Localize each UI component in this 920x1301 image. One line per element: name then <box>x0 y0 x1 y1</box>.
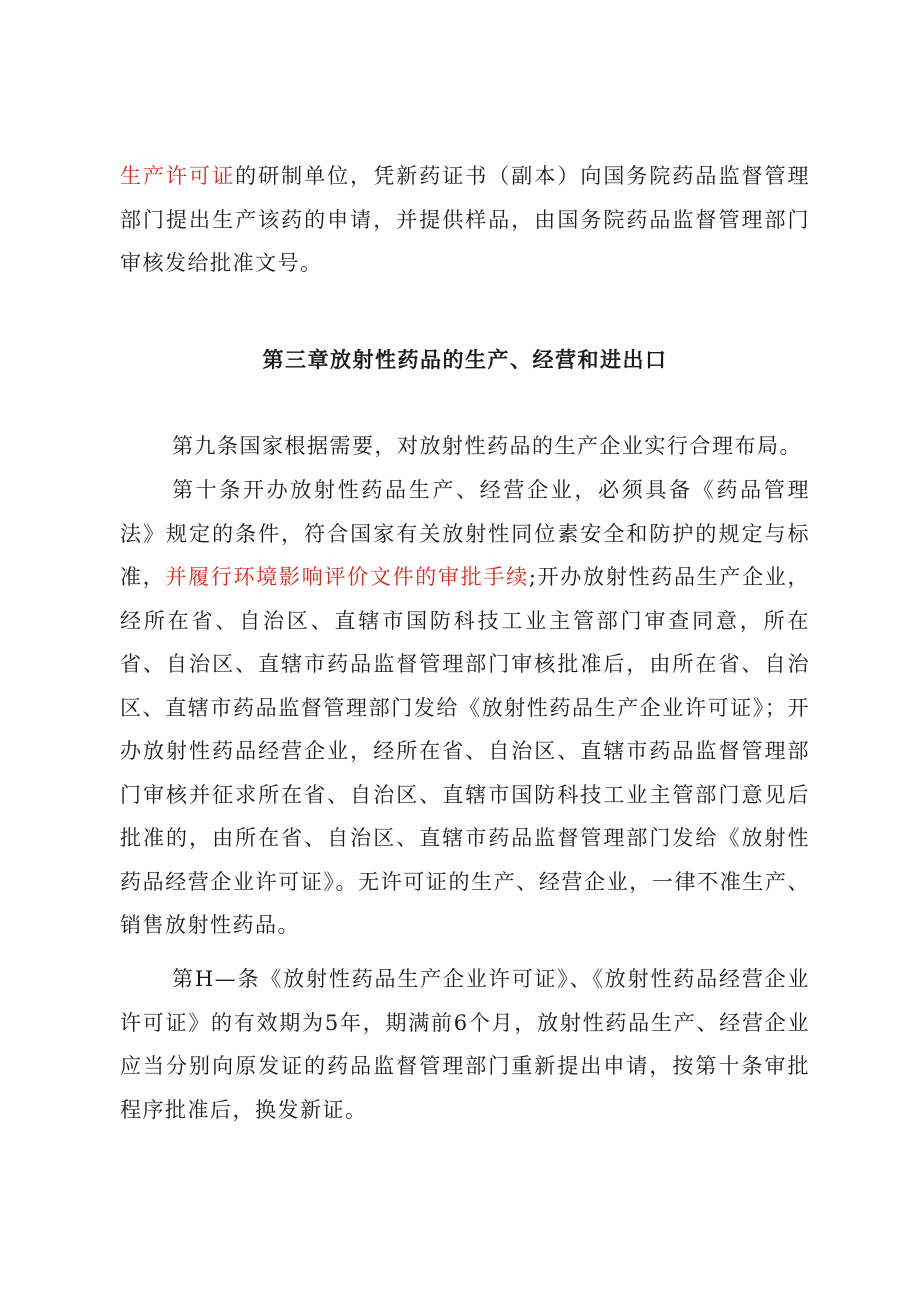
intro-paragraph <box>120 155 810 286</box>
intro-red-lead: 生产许可证 <box>120 164 236 188</box>
article-11-paragraph: 第H—条《放射性药品生产企业许可证》、《放射性药品经营企业许可证》的有效期为5年，期满前6个月，放射性药品生产、经营企业应当分别向原发证的药品监督管理部门重新提出申请，按第十条审批程序批准后，换发新证。 <box>120 967 810 1122</box>
chapter-title: 第三章放射性药品的生产、经营和进出口 <box>262 347 668 372</box>
article-10-red-part: 并履行环境影响评价文件的审批手续 <box>165 565 529 589</box>
article-9-paragraph: 第九条国家根据需要，对放射性药品的生产企业实行合理布局。 <box>172 434 802 458</box>
intro-text: 的研制单位，凭新药证书（副本）向国务院药品监督管理部门提出生产该药的申请，并提供样品，由国务院药品监督管理部门审核发给批准文号。 <box>120 164 811 275</box>
article-10-part2: ;开办放射性药品生产企业，经所在省、自治区、直辖市国防科技工业主管部门审查同意，所在省、自治区、直辖市药品监督管理部门审核批准后，由所在省、自治区、直辖市药品监督管理部门发给《放射性药品生产企业许可证》；开办放射性药品经营企业，经所在省、自治区、直辖市药品监督管理部门审核并征求所在省、自治区、直辖市国防科技工业主管部门意见后批准的，由所在省、自治区、直辖市药品监督管理部门发给《放射性药品经营企业许可证》。无许可证的生产、经营企业，一律不准生产、销售放射性药品。 <box>120 565 811 937</box>
article-10-part1: 第十条开办放射性药品生产、经营企业，必须具备《药品管理法》规定的条件，符合国家有关放射性同位素安全和防护的规定与标准， <box>120 478 810 589</box>
article-10-paragraph <box>120 469 810 948</box>
